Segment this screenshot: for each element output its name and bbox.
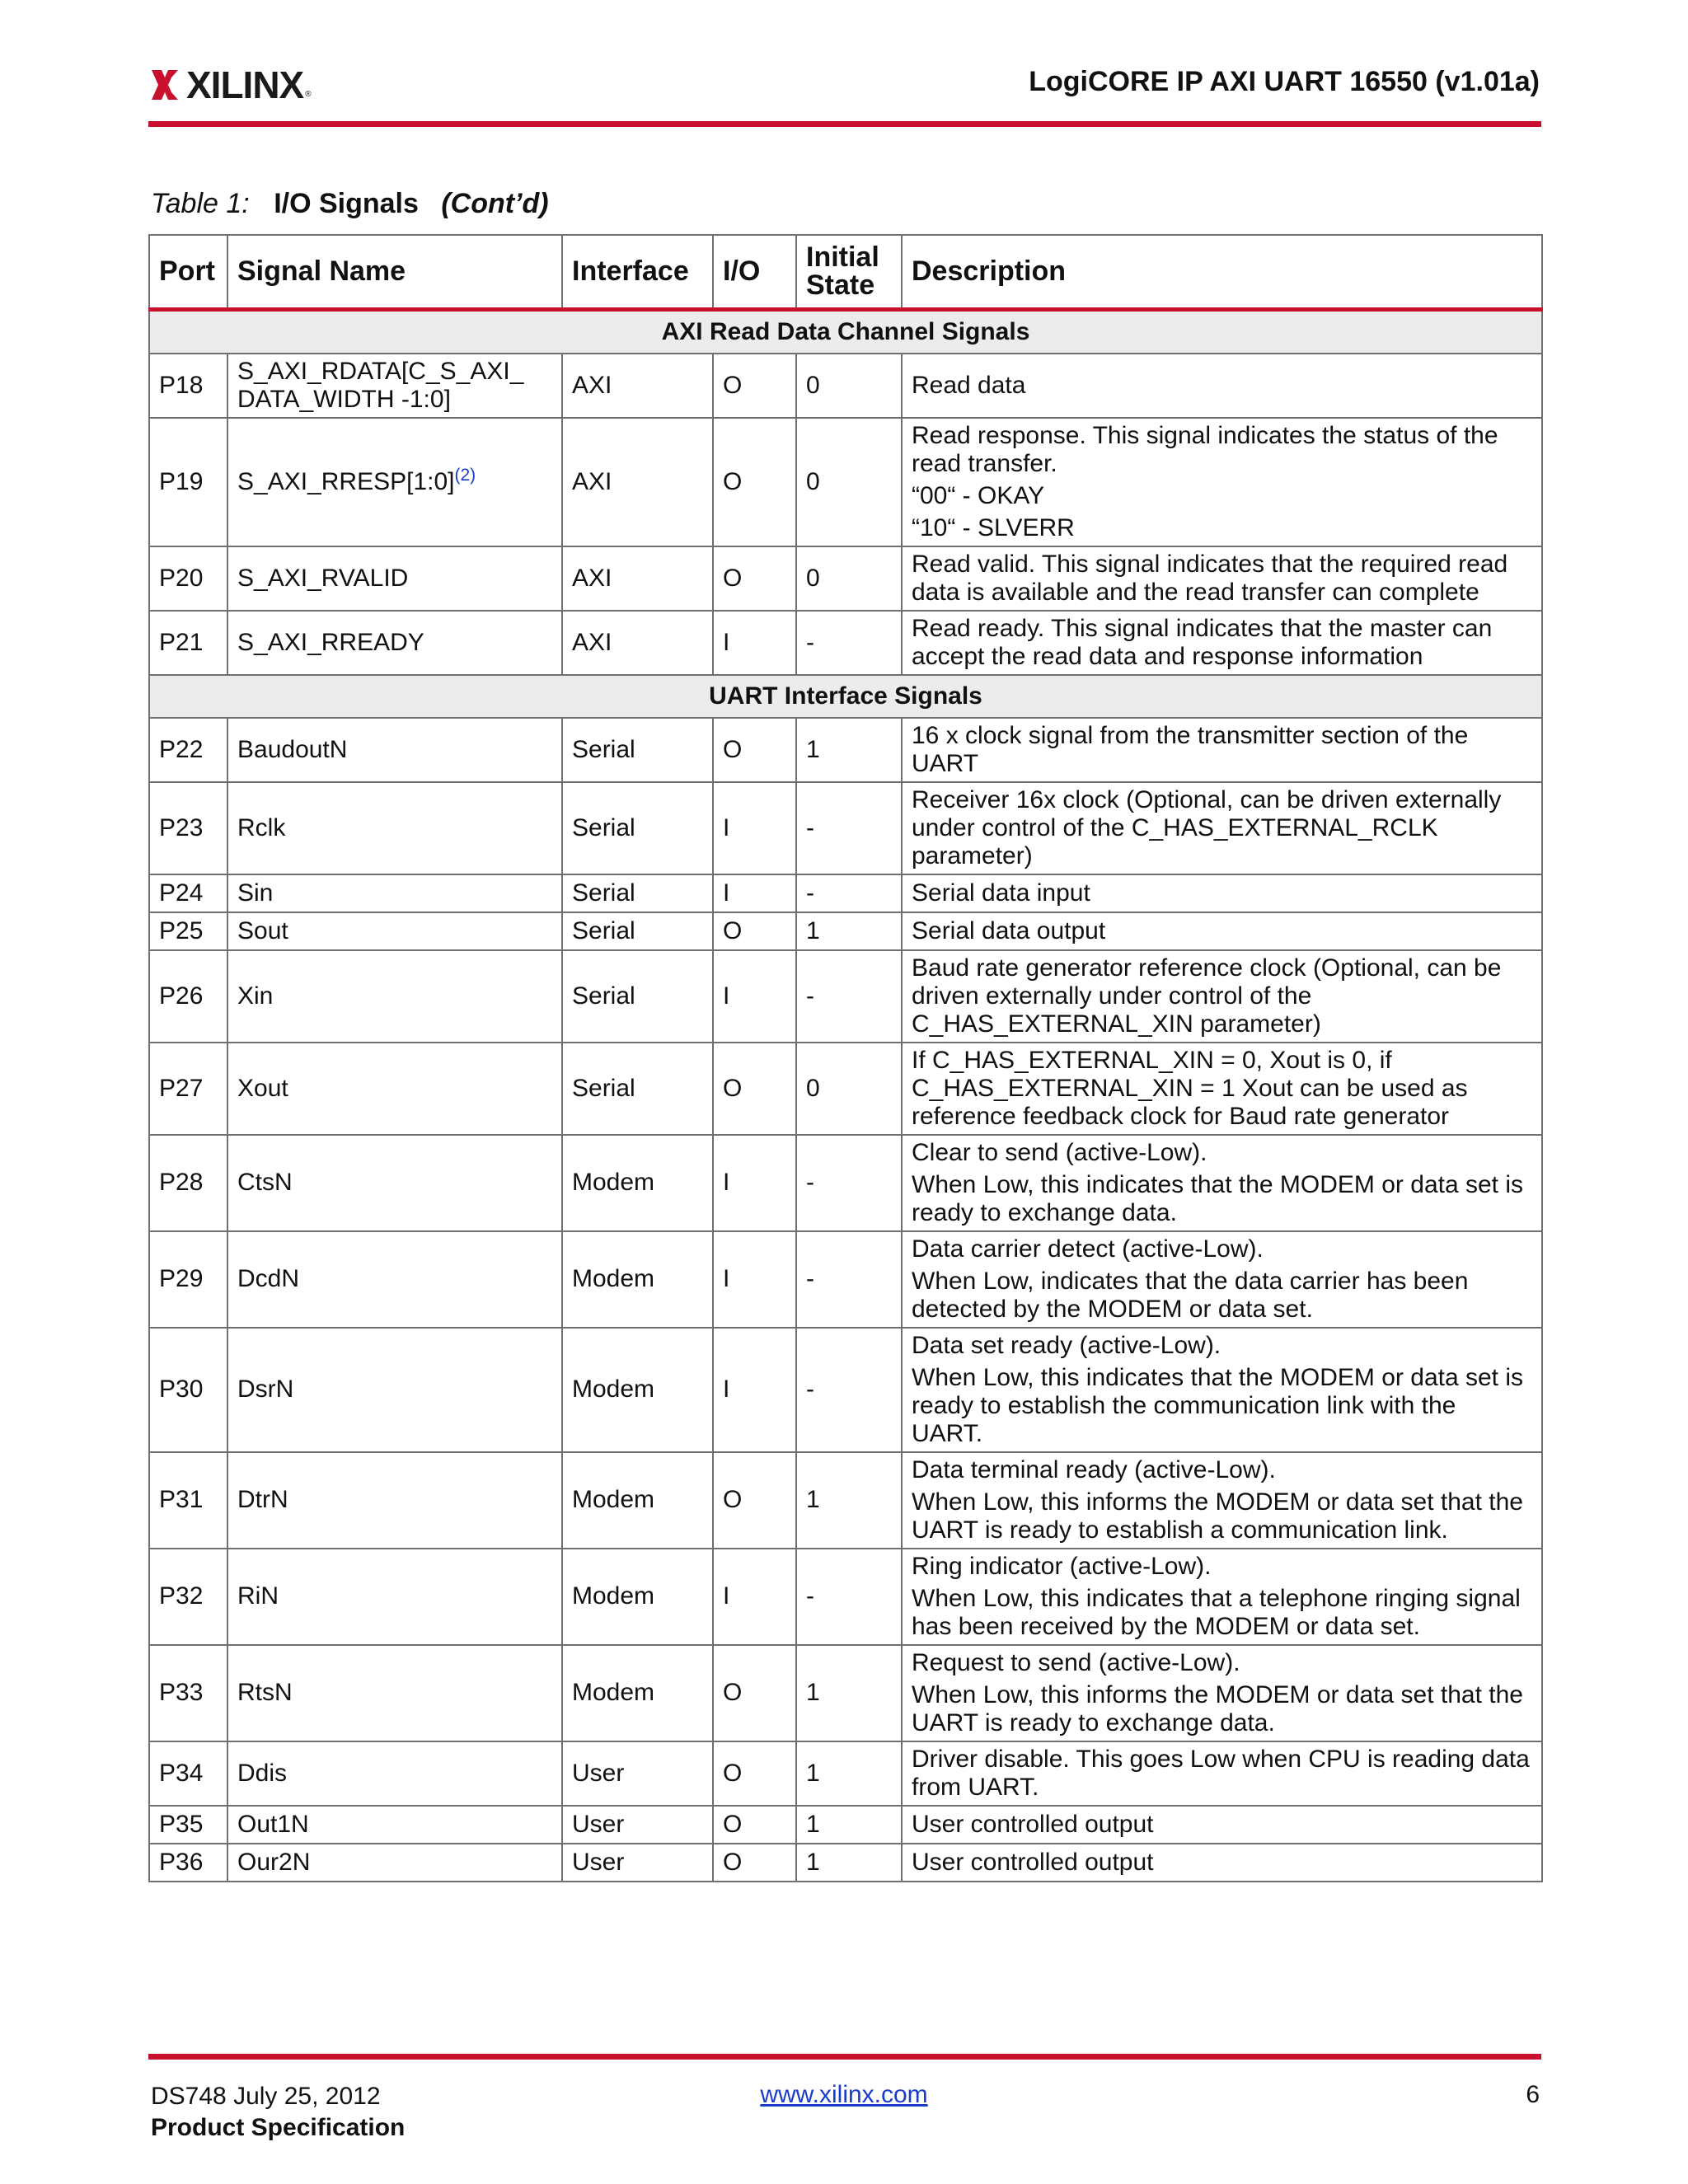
initial-state-cell: - (796, 1231, 902, 1328)
io-cell: O (713, 354, 796, 418)
signal-name-cell (227, 1741, 562, 1806)
port-cell: P27 (149, 1043, 227, 1135)
initial-state-cell: 1 (796, 718, 902, 782)
initial-state-cell: 0 (796, 418, 902, 546)
port-cell: P18 (149, 354, 227, 418)
description-line: Ring indicator (active-Low). (912, 1552, 1212, 1580)
initial-state-cell: - (796, 950, 902, 1043)
signal-name: DtrN (237, 1486, 288, 1513)
description-line: Clear to send (active-Low). (912, 1138, 1207, 1166)
interface-cell: User (562, 1844, 713, 1882)
signal-name-cell (227, 874, 562, 912)
description-line: When Low, this indicates that a telephone ringing signal has been received by the MODEM or data set. (912, 1584, 1521, 1640)
port-cell: P20 (149, 546, 227, 611)
port-cell: P31 (149, 1452, 227, 1549)
signal-name: Ddis (237, 1759, 288, 1787)
signal-name: Our2N (237, 1848, 311, 1876)
io-cell: I (713, 1549, 796, 1645)
interface-cell: Serial (562, 912, 713, 950)
description-cell (902, 1135, 1542, 1231)
port-cell: P19 (149, 418, 227, 546)
interface-cell: Serial (562, 874, 713, 912)
footer-rule (148, 2054, 1541, 2060)
table-header-row (149, 235, 1542, 309)
interface-cell: Modem (562, 1452, 713, 1549)
signal-row (149, 1328, 1542, 1452)
signal-name-cell (227, 1844, 562, 1882)
xilinx-logo (150, 64, 312, 105)
port-cell: P34 (149, 1741, 227, 1806)
signal-name-cell (227, 950, 562, 1043)
signal-name: S_AXI_RRESP[1:0] (237, 467, 455, 495)
signal-row (149, 1549, 1542, 1645)
signal-row (149, 1231, 1542, 1328)
interface-cell: AXI (562, 418, 713, 546)
signal-name: RiN (237, 1582, 279, 1610)
logo-registered-mark: ® (305, 90, 312, 99)
signal-row (149, 1741, 1542, 1806)
io-cell: I (713, 1231, 796, 1328)
initial-state-cell: - (796, 1328, 902, 1452)
description-line: User controlled output (912, 1848, 1154, 1876)
footer-doc-type: Product Specification (151, 2114, 406, 2141)
signal-name-cell (227, 1231, 562, 1328)
description-line: Serial data input (912, 879, 1090, 907)
description-cell (902, 418, 1542, 546)
column-header-interface: Interface (562, 235, 713, 309)
signal-row (149, 912, 1542, 950)
interface-cell: Serial (562, 1043, 713, 1135)
signal-row (149, 546, 1542, 611)
signal-name-cell (227, 354, 562, 418)
footer-website-link[interactable]: www.xilinx.com (760, 2081, 928, 2108)
signal-row (149, 718, 1542, 782)
description-cell (902, 950, 1542, 1043)
initial-state-cell: - (796, 1135, 902, 1231)
table-body (149, 309, 1542, 1882)
table-caption (151, 188, 549, 220)
signal-row (149, 1452, 1542, 1549)
io-cell: I (713, 782, 796, 874)
io-cell: O (713, 1452, 796, 1549)
signal-name: S_AXI_RREADY (237, 628, 424, 656)
section-title: AXI Read Data Channel Signals (149, 309, 1542, 354)
description-cell (902, 874, 1542, 912)
signal-name: RtsN (237, 1679, 293, 1706)
port-cell: P36 (149, 1844, 227, 1882)
column-header-initial-state: Initial State (796, 235, 902, 309)
io-cell: I (713, 1135, 796, 1231)
io-cell: O (713, 546, 796, 611)
interface-cell: User (562, 1741, 713, 1806)
interface-cell: Modem (562, 1135, 713, 1231)
signal-name: DsrN (237, 1376, 294, 1403)
io-cell: O (713, 1645, 796, 1741)
description-cell (902, 718, 1542, 782)
port-cell: P33 (149, 1645, 227, 1741)
signal-name: Rclk (237, 813, 286, 841)
signal-name: Xin (237, 982, 274, 1010)
signal-row (149, 1043, 1542, 1135)
signal-name: CtsN (237, 1169, 293, 1196)
column-header-port: Port (149, 235, 227, 309)
interface-cell: Modem (562, 1231, 713, 1328)
initial-state-cell: - (796, 782, 902, 874)
description-line: When Low, indicates that the data carrier has been detected by the MODEM or data set. (912, 1267, 1469, 1323)
description-line: Read response. This signal indicates the status of the read transfer. (912, 421, 1498, 477)
section-header-row (149, 309, 1542, 354)
interface-cell: AXI (562, 611, 713, 675)
description-line: Read ready. This signal indicates that the master can accept the read data and response information (912, 614, 1493, 670)
port-cell: P25 (149, 912, 227, 950)
description-line: Data carrier detect (active-Low). (912, 1235, 1264, 1263)
signal-row (149, 874, 1542, 912)
description-line: 16 x clock signal from the transmitter section of the UART (912, 721, 1469, 777)
port-cell: P26 (149, 950, 227, 1043)
io-cell: O (713, 1844, 796, 1882)
signal-name-cell (227, 1549, 562, 1645)
port-cell: P21 (149, 611, 227, 675)
io-cell: O (713, 1741, 796, 1806)
description-cell (902, 1328, 1542, 1452)
initial-state-cell: 1 (796, 1806, 902, 1844)
description-line: Read valid. This signal indicates that the required read data is available and the read transfer can complete (912, 550, 1508, 606)
description-line: Request to send (active-Low). (912, 1648, 1240, 1676)
interface-cell: Modem (562, 1549, 713, 1645)
port-cell: P28 (149, 1135, 227, 1231)
signal-name: Out1N (237, 1810, 309, 1838)
description-line: Driver disable. This goes Low when CPU is reading data from UART. (912, 1745, 1530, 1801)
initial-state-cell: 1 (796, 1452, 902, 1549)
section-title: UART Interface Signals (149, 675, 1542, 718)
io-cell: O (713, 418, 796, 546)
description-cell (902, 1452, 1542, 1549)
description-cell (902, 912, 1542, 950)
description-line: Data terminal ready (active-Low). (912, 1455, 1276, 1483)
initial-state-cell: - (796, 611, 902, 675)
initial-state-cell: - (796, 1549, 902, 1645)
xilinx-x-mark-icon (150, 68, 180, 101)
io-cell: I (713, 874, 796, 912)
interface-cell: Modem (562, 1645, 713, 1741)
initial-state-cell: 0 (796, 1043, 902, 1135)
interface-cell: Modem (562, 1328, 713, 1452)
signal-name-cell (227, 546, 562, 611)
interface-cell: Serial (562, 950, 713, 1043)
description-line: “10“ - SLVERR (912, 513, 1075, 541)
description-line: If C_HAS_EXTERNAL_XIN = 0, Xout is 0, if C_HAS_EXTERNAL_XIN = 1 Xout can be used as reference feedback clock for Baud rate generator (912, 1046, 1468, 1130)
signal-row (149, 782, 1542, 874)
caption-continued: (Cont’d) (441, 188, 549, 219)
initial-state-cell: 1 (796, 1645, 902, 1741)
caption-label: Table 1: (151, 188, 250, 219)
signal-name-cell (227, 611, 562, 675)
port-cell: P30 (149, 1328, 227, 1452)
description-cell (902, 546, 1542, 611)
interface-cell: Serial (562, 782, 713, 874)
description-line: Data set ready (active-Low). (912, 1331, 1221, 1359)
description-cell (902, 1806, 1542, 1844)
signal-name: S_AXI_RVALID (237, 564, 409, 592)
description-line: “00“ - OKAY (912, 481, 1045, 509)
signal-name-cell (227, 782, 562, 874)
description-line: When Low, this informs the MODEM or data set that the UART is ready to exchange data. (912, 1680, 1523, 1736)
signal-row (149, 1135, 1542, 1231)
description-cell (902, 1645, 1542, 1741)
description-cell (902, 1231, 1542, 1328)
port-cell: P35 (149, 1806, 227, 1844)
signal-row (149, 611, 1542, 675)
signal-row (149, 1645, 1542, 1741)
signal-name: Sin (237, 879, 274, 907)
footer-doc-id: DS748 July 25, 2012 (151, 2083, 381, 2110)
signal-name-cell (227, 1645, 562, 1741)
signal-name: Sout (237, 916, 288, 944)
initial-state-cell: 1 (796, 912, 902, 950)
io-cell: I (713, 1328, 796, 1452)
io-cell: O (713, 718, 796, 782)
header-rule (148, 121, 1541, 127)
port-cell: P24 (149, 874, 227, 912)
description-line: Baud rate generator reference clock (Optional, can be driven externally under control of the C_HAS_EXTERNAL_XIN parameter) (912, 954, 1502, 1038)
signal-name-cell (227, 718, 562, 782)
signal-row (149, 1844, 1542, 1882)
footnote-ref[interactable]: (2) (454, 465, 476, 485)
signal-name-cell (227, 1135, 562, 1231)
initial-state-cell: 0 (796, 354, 902, 418)
caption-title: I/O Signals (274, 188, 419, 219)
interface-cell: Serial (562, 718, 713, 782)
signal-name-cell (227, 912, 562, 950)
description-cell (902, 1043, 1542, 1135)
port-cell: P29 (149, 1231, 227, 1328)
description-cell (902, 1741, 1542, 1806)
port-cell: P23 (149, 782, 227, 874)
column-header-description: Description (902, 235, 1542, 309)
signal-name: BaudoutN (237, 735, 348, 763)
description-cell (902, 782, 1542, 874)
io-cell: O (713, 912, 796, 950)
signal-name-cell (227, 1806, 562, 1844)
column-header-signal-name: Signal Name (227, 235, 562, 309)
signal-row (149, 354, 1542, 418)
interface-cell: AXI (562, 354, 713, 418)
signal-row (149, 950, 1542, 1043)
description-line: When Low, this indicates that the MODEM or data set is ready to establish the communication link with the UART. (912, 1363, 1524, 1447)
logo-text: XILINX (186, 63, 304, 106)
initial-state-cell: 1 (796, 1741, 902, 1806)
column-header-io: I/O (713, 235, 796, 309)
initial-state-cell: 1 (796, 1844, 902, 1882)
signal-name-cell (227, 1452, 562, 1549)
signal-name: S_AXI_RDATA[C_S_AXI_ DATA_WIDTH -1:0] (237, 357, 524, 413)
description-cell (902, 1844, 1542, 1882)
interface-cell: AXI (562, 546, 713, 611)
description-line: When Low, this indicates that the MODEM or data set is ready to exchange data. (912, 1170, 1524, 1226)
description-line: Receiver 16x clock (Optional, can be driven externally under control of the C_HAS_EXTERNAL_RCLK parameter) (912, 785, 1502, 869)
description-line: User controlled output (912, 1810, 1154, 1838)
io-signals-table (148, 234, 1543, 1882)
io-cell: I (713, 950, 796, 1043)
io-cell: O (713, 1043, 796, 1135)
signal-name-cell (227, 1043, 562, 1135)
section-header-row (149, 675, 1542, 718)
port-cell: P22 (149, 718, 227, 782)
signal-name-cell (227, 1328, 562, 1452)
document-title: LogiCORE IP AXI UART 16550 (v1.01a) (1029, 66, 1540, 97)
description-line: Serial data output (912, 916, 1106, 944)
signal-name: Xout (237, 1074, 288, 1102)
description-cell (902, 611, 1542, 675)
io-cell: I (713, 611, 796, 675)
initial-state-cell: - (796, 874, 902, 912)
signal-row (149, 418, 1542, 546)
port-cell: P32 (149, 1549, 227, 1645)
description-line: When Low, this informs the MODEM or data set that the UART is ready to establish a communication link. (912, 1488, 1523, 1544)
io-cell: O (713, 1806, 796, 1844)
signal-row (149, 1806, 1542, 1844)
description-line: Read data (912, 371, 1026, 399)
signal-name: DcdN (237, 1265, 300, 1292)
description-cell (902, 1549, 1542, 1645)
signal-name-cell (227, 418, 562, 546)
interface-cell: User (562, 1806, 713, 1844)
page-number: 6 (1526, 2081, 1540, 2108)
initial-state-cell: 0 (796, 546, 902, 611)
description-cell (902, 354, 1542, 418)
